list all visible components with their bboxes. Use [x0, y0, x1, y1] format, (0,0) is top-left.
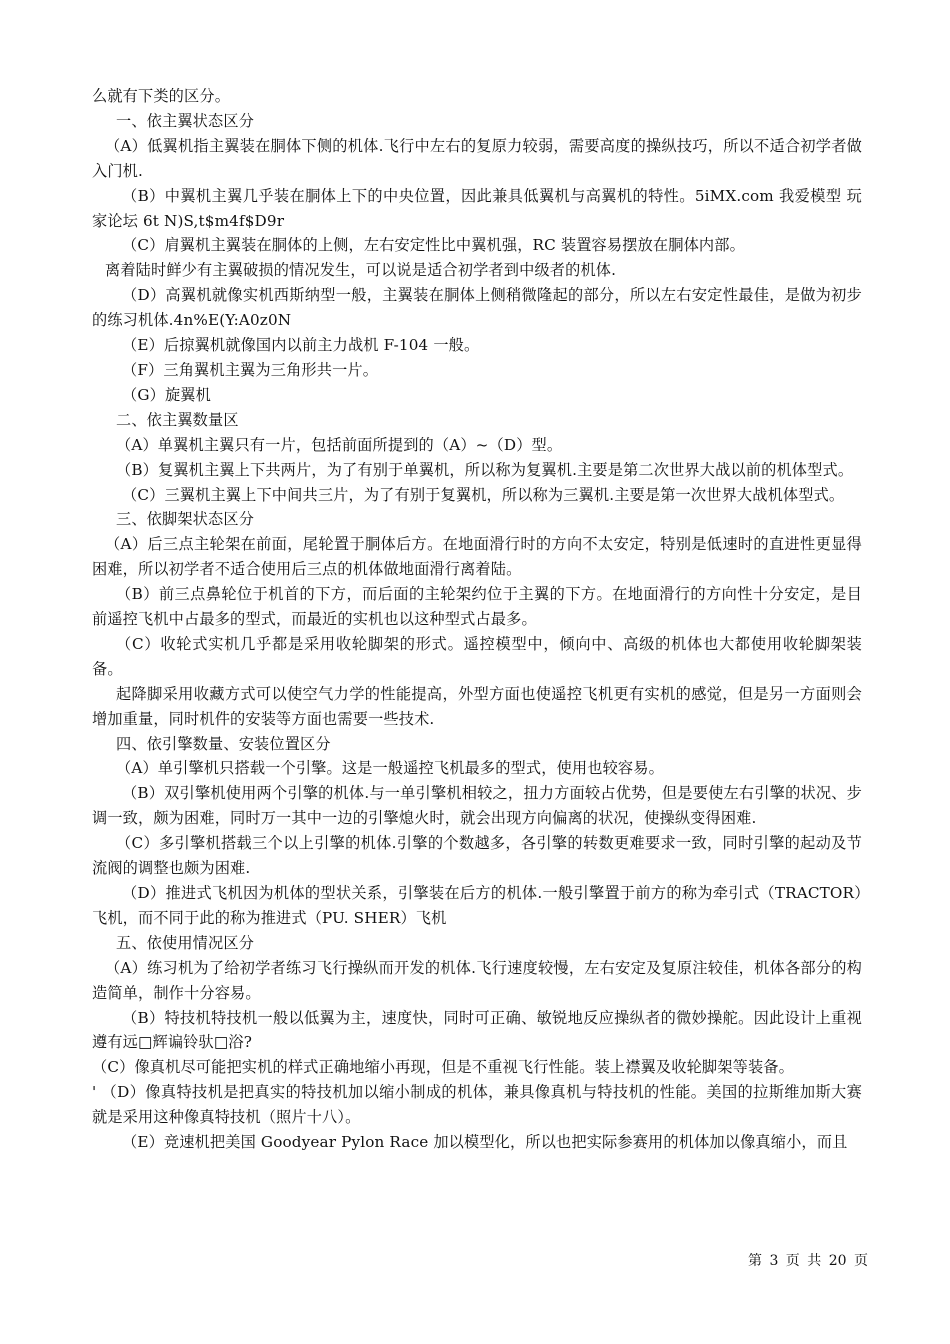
paragraph: （C）三翼机主翼上下中间共三片，为了有别于复翼机，所以称为三翼机.主要是第一次世界大战机体型式。	[122, 485, 845, 504]
paragraph: （D）高翼机就像实机西斯纳型一般，主翼装在胴体上侧稍微隆起的部分，所以左右安定性最佳，是做为初步的练习机体.4n%E(Y:A0z0N	[92, 286, 862, 330]
paragraph: （B）中翼机主翼几乎装在胴体上下的中央位置，因此兼具低翼机与高翼机的特性。5iMX.com 我爱模型 玩家论坛 6t N)S,t$m4f$D9r	[92, 186, 862, 230]
paragraph: （C）收轮式实机几乎都是采用收轮脚架的形式。遥控模型中，倾向中、高级的机体也大都使用收轮脚架装备。	[92, 634, 862, 678]
paragraph: 么就有下类的区分。	[92, 87, 231, 105]
paragraph: 三、依脚架状态区分	[116, 510, 255, 529]
paragraph: （C）多引擎机搭载三个以上引擎的机体.引擎的个数越多，各引擎的转数更难要求一致，同时引擎的起动及节流阀的调整也颇为困难.	[92, 834, 862, 878]
paragraph: （D）推进式飞机因为机体的型状关系，引擎装在后方的机体.一般引擎置于前方的称为牵引式（TRACTOR）飞机，而不同于此的称为推进式（PU. SHER）飞机	[92, 884, 862, 927]
paragraph: （C）肩翼机主翼装在胴体的上侧，左右安定性比中翼机强，RC 装置容易摆放在胴体内部。	[122, 236, 745, 255]
paragraph: （B）前三点鼻轮位于机首的下方，而后面的主轮架约位于主翼的下方。在地面滑行的方向性十分安定，是目前遥控飞机中占最多的型式，而最近的实机也以这种型式占最多。	[92, 585, 862, 629]
paragraph: 一、依主翼状态区分	[116, 111, 255, 130]
paragraph: （B）复翼机主翼上下共两片，为了有别于单翼机，所以称为复翼机.主要是第二次世界大战以前的机体型式。	[116, 460, 854, 479]
page-number-footer: 第 3 页 共 20 页	[748, 1253, 868, 1269]
document-body	[92, 84, 862, 1155]
paragraph: （C）像真机尽可能把实机的样式正确地缩小再现，但是不重视飞行性能。装上襟翼及收轮脚架等装备。	[92, 1058, 794, 1077]
paragraph: （B）特技机特技机一般以低翼为主，速度快，同时可正确、敏锐地反应操纵者的微妙操舵。因此设计上重视遵有远□辉谝铃驮□浴?	[92, 1008, 862, 1052]
paragraph: （A）练习机为了给初学者练习飞行操纵而开发的机体.飞行速度较慢，左右安定及复原注较佳，机体各部分的构造简单，制作十分容易。	[92, 958, 862, 1002]
paragraph: （F）三角翼机主翼为三角形共一片。	[122, 360, 379, 379]
paragraph: 二、依主翼数量区	[116, 410, 239, 429]
paragraph: 离着陆时鲜少有主翼破损的情况发生，可以说是适合初学者到中级者的机体.	[105, 261, 617, 280]
paragraph: （E）后掠翼机就像国内以前主力战机 F-104 一般。	[122, 336, 480, 355]
paragraph: ' （D）像真特技机是把真实的特技机加以缩小制成的机体，兼具像真机与特技机的性能。美国的拉斯维加斯大赛就是采用这种像真特技机（照片十八）。	[92, 1083, 862, 1127]
paragraph: （G）旋翼机	[122, 385, 211, 404]
paragraph: （A）后三点主轮架在前面，尾轮置于胴体后方。在地面滑行时的方向不太安定，特别是低速时的直进性更显得困难，所以初学者不适合使用后三点的机体做地面滑行离着陆。	[92, 535, 862, 579]
paragraph: （A）单引擎机只搭载一个引擎。这是一般遥控飞机最多的型式，使用也较容易。	[116, 759, 664, 778]
paragraph: （A）低翼机指主翼装在胴体下侧的机体.飞行中左右的复原力较弱，需要高度的操纵技巧，所以不适合初学者做入门机.	[92, 136, 862, 180]
paragraph: （A）单翼机主翼只有一片，包括前面所提到的（A）~（D）型。	[116, 435, 563, 454]
paragraph: 五、依使用情况区分	[116, 933, 255, 952]
paragraph: （E）竞速机把美国 Goodyear Pylon Race 加以模型化，所以也把实际参赛用的机体加以像真缩小，而且	[122, 1133, 848, 1152]
paragraph: 四、依引擎数量、安装位置区分	[116, 734, 331, 753]
paragraph: （B）双引擎机使用两个引擎的机体.与一单引擎机相较之，扭力方面较占优势，但是要使左右引擎的状况、步调一致，颇为困难，同时万一其中一边的引擎熄火时，就会出现方向偏离的状况，使操纵变得困难.	[92, 784, 862, 828]
paragraph: 起降脚采用收藏方式可以使空气力学的性能提高，外型方面也使遥控飞机更有实机的感觉，但是另一方面则会增加重量，同时机件的安装等方面也需要一些技术.	[92, 684, 862, 728]
